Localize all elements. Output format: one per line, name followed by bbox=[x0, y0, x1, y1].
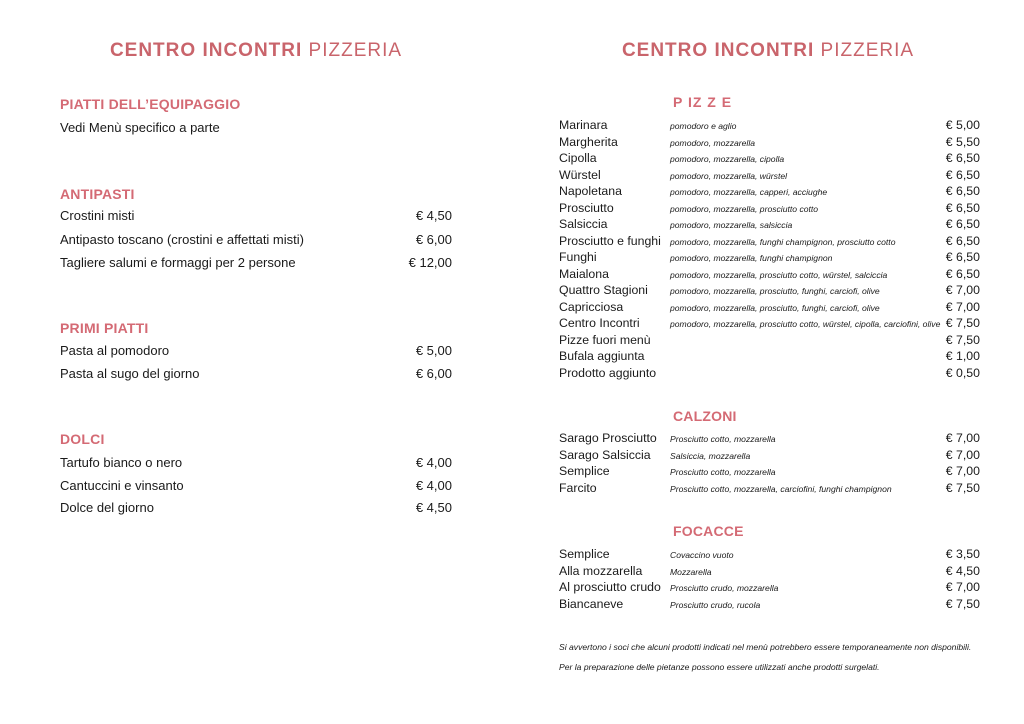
item-price: € 7,50 bbox=[945, 316, 980, 330]
menu-row bbox=[559, 117, 980, 134]
menu-row bbox=[60, 455, 452, 473]
item-name: Tartufo bianco o nero bbox=[60, 455, 183, 470]
menu-row bbox=[559, 463, 980, 480]
item-description: pomodoro, mozzarella, funghi champignon, prosciutto cotto bbox=[670, 236, 896, 247]
menu-row bbox=[559, 546, 980, 563]
item-price: € 5,00 bbox=[415, 343, 452, 358]
item-name: Prosciutto bbox=[559, 200, 614, 215]
calzoni-list bbox=[559, 430, 980, 496]
menu-row bbox=[60, 232, 452, 250]
menu-row bbox=[60, 208, 452, 226]
item-name: Margherita bbox=[559, 134, 618, 149]
section-title-antipasti: ANTIPASTI bbox=[60, 186, 135, 202]
item-price: € 7,00 bbox=[945, 580, 980, 594]
item-price: € 6,50 bbox=[945, 167, 980, 182]
item-name: Tagliere salumi e formaggi per 2 persone bbox=[60, 255, 296, 270]
section-title-dolci: DOLCI bbox=[60, 431, 105, 447]
item-price: € 4,00 bbox=[415, 477, 452, 493]
section-title-calzoni: CALZONI bbox=[673, 408, 737, 424]
item-price: € 0,50 bbox=[945, 365, 980, 380]
disclaimer-frozen: Per la preparazione delle pietanze possono essere utilizzati anche prodotti surgelati. bbox=[559, 662, 880, 672]
item-description: Prosciutto cotto, mozzarella bbox=[670, 467, 776, 477]
brand-light: PIZZERIA bbox=[820, 40, 915, 61]
item-description: Mozzarella bbox=[670, 566, 712, 577]
item-description: pomodoro, mozzarella, prosciutto, funghi, carciofi, olive bbox=[670, 302, 880, 313]
item-description: Prosciutto cotto, mozzarella, carciofini, funghi champignon bbox=[670, 483, 892, 494]
item-name: Capricciosa bbox=[559, 299, 624, 314]
item-price: € 3,50 bbox=[945, 547, 980, 561]
menu-row bbox=[559, 134, 980, 151]
focacce-list bbox=[559, 546, 980, 612]
menu-row bbox=[559, 233, 980, 250]
item-name: Alla mozzarella bbox=[559, 563, 643, 578]
item-description: pomodoro, mozzarella bbox=[670, 137, 756, 148]
item-name: Crostini misti bbox=[60, 208, 135, 223]
item-price: € 6,50 bbox=[945, 184, 980, 198]
item-price: € 4,50 bbox=[945, 563, 980, 578]
item-name: Salsiccia bbox=[559, 217, 608, 231]
menu-row bbox=[559, 447, 980, 464]
item-description: Covaccino vuoto bbox=[670, 550, 734, 560]
item-name: Pasta al pomodoro bbox=[60, 343, 170, 358]
item-description: pomodoro, mozzarella, salsiccia bbox=[670, 220, 793, 230]
piatti-note: Vedi Menù specifico a parte bbox=[60, 120, 220, 135]
item-price: € 6,50 bbox=[945, 233, 980, 248]
brand-bold: CENTRO INCONTRI bbox=[109, 40, 303, 61]
brand-heading-left bbox=[0, 40, 512, 62]
pizze-list bbox=[559, 117, 980, 381]
item-price: € 5,50 bbox=[945, 134, 980, 149]
item-name: Sarago Prosciutto bbox=[559, 431, 657, 445]
item-name: Al prosciutto crudo bbox=[559, 580, 661, 594]
item-price: € 6,50 bbox=[945, 200, 980, 215]
item-name: Würstel bbox=[559, 167, 601, 182]
item-name: Cipolla bbox=[559, 151, 597, 165]
menu-row bbox=[559, 596, 980, 613]
item-price: € 6,50 bbox=[945, 266, 980, 281]
item-name: Prodotto aggiunto bbox=[559, 365, 657, 380]
item-name: Napoletana bbox=[559, 184, 622, 198]
item-description: Prosciutto crudo, mozzarella bbox=[670, 583, 779, 593]
item-name: Pizze fuori menù bbox=[559, 332, 651, 347]
item-price: € 6,00 bbox=[415, 366, 452, 381]
item-description: Prosciutto crudo, rucola bbox=[670, 599, 761, 610]
menu-row bbox=[559, 167, 980, 184]
item-name: Funghi bbox=[559, 250, 597, 264]
item-name: Antipasto toscano (crostini e affettati misti) bbox=[60, 231, 304, 247]
right-page bbox=[512, 0, 1024, 724]
brand-light: PIZZERIA bbox=[308, 40, 403, 61]
item-description: Salsiccia, mozzarella bbox=[670, 450, 751, 461]
menu-row bbox=[559, 579, 980, 596]
item-name: Quattro Stagioni bbox=[559, 283, 648, 297]
item-price: € 4,00 bbox=[415, 455, 452, 470]
menu-row bbox=[559, 332, 980, 349]
item-price: € 6,50 bbox=[945, 250, 980, 264]
item-name: Semplice bbox=[559, 464, 610, 478]
section-title-piatti: PIATTI DELL’EQUIPAGGIO bbox=[60, 96, 241, 112]
item-price: € 7,00 bbox=[945, 464, 980, 478]
item-price: € 4,50 bbox=[415, 208, 452, 223]
menu-row bbox=[559, 249, 980, 266]
menu-row bbox=[559, 480, 980, 497]
item-description: pomodoro, mozzarella, cipolla bbox=[670, 154, 785, 164]
item-name: Pasta al sugo del giorno bbox=[60, 366, 200, 381]
disclaimer-availability: Si avvertono i soci che alcuni prodotti indicati nel menù potrebbero essere temporaneamente non disponibili. bbox=[559, 642, 972, 652]
item-name: Biancaneve bbox=[559, 596, 624, 611]
item-name: Maialona bbox=[559, 266, 609, 281]
item-description: pomodoro e aglio bbox=[670, 121, 737, 131]
menu-row bbox=[559, 299, 980, 316]
menu-row bbox=[559, 183, 980, 200]
item-name: Sarago Salsiccia bbox=[559, 447, 651, 462]
item-description: pomodoro, mozzarella, capperi, acciughe bbox=[670, 187, 828, 197]
menu-row bbox=[559, 315, 980, 332]
menu-row bbox=[559, 430, 980, 447]
section-title-focacce: FOCACCE bbox=[673, 523, 744, 539]
item-description: pomodoro, mozzarella, prosciutto cotto, würstel, cipolla, carciofini, olive bbox=[670, 319, 941, 329]
item-description: pomodoro, mozzarella, prosciutto cotto bbox=[670, 203, 819, 214]
section-title-pizze: P IZ Z E bbox=[673, 94, 733, 110]
menu-row bbox=[559, 282, 980, 299]
section-title-primi: PRIMI PIATTI bbox=[60, 320, 149, 336]
item-price: € 7,50 bbox=[945, 596, 980, 611]
item-name: Cantuccini e vinsanto bbox=[60, 477, 184, 493]
item-name: Prosciutto e funghi bbox=[559, 233, 661, 248]
brand-heading-right bbox=[512, 40, 1024, 62]
menu-row bbox=[559, 150, 980, 167]
item-price: € 7,00 bbox=[945, 431, 980, 445]
menu-row bbox=[559, 348, 980, 365]
item-name: Semplice bbox=[559, 547, 610, 561]
menu-row bbox=[559, 266, 980, 283]
menu-row bbox=[559, 200, 980, 217]
item-price: € 7,00 bbox=[945, 299, 980, 314]
menu-row bbox=[60, 500, 452, 518]
item-description: pomodoro, mozzarella, prosciutto, funghi, carciofi, olive bbox=[670, 286, 880, 296]
item-price: € 1,00 bbox=[945, 349, 980, 363]
item-price: € 6,00 bbox=[415, 231, 452, 247]
item-name: Centro Incontri bbox=[559, 316, 640, 330]
item-price: € 7,00 bbox=[945, 283, 980, 297]
menu-row bbox=[60, 343, 452, 361]
item-price: € 7,00 bbox=[945, 447, 980, 462]
item-description: pomodoro, mozzarella, funghi champignon bbox=[670, 253, 833, 263]
item-name: Dolce del giorno bbox=[60, 500, 154, 515]
item-price: € 6,50 bbox=[945, 151, 980, 165]
item-price: € 4,50 bbox=[415, 500, 452, 515]
item-price: € 6,50 bbox=[945, 217, 980, 231]
item-description: pomodoro, mozzarella, würstel bbox=[670, 170, 788, 181]
menu-row bbox=[60, 255, 452, 273]
brand-bold: CENTRO INCONTRI bbox=[621, 40, 815, 61]
menu-row bbox=[559, 216, 980, 233]
item-description: pomodoro, mozzarella, prosciutto cotto, würstel, salciccia bbox=[670, 269, 888, 280]
item-price: € 5,00 bbox=[945, 118, 980, 132]
item-price: € 12,00 bbox=[408, 255, 452, 270]
item-name: Marinara bbox=[559, 118, 608, 132]
item-description: Prosciutto cotto, mozzarella bbox=[670, 434, 776, 444]
menu-row bbox=[559, 365, 980, 382]
item-name: Bufala aggiunta bbox=[559, 349, 645, 363]
menu-row bbox=[559, 563, 980, 580]
item-name: Farcito bbox=[559, 480, 597, 495]
item-price: € 7,50 bbox=[945, 332, 980, 347]
menu-row bbox=[60, 366, 452, 384]
item-price: € 7,50 bbox=[945, 480, 980, 495]
menu-row bbox=[60, 478, 452, 496]
